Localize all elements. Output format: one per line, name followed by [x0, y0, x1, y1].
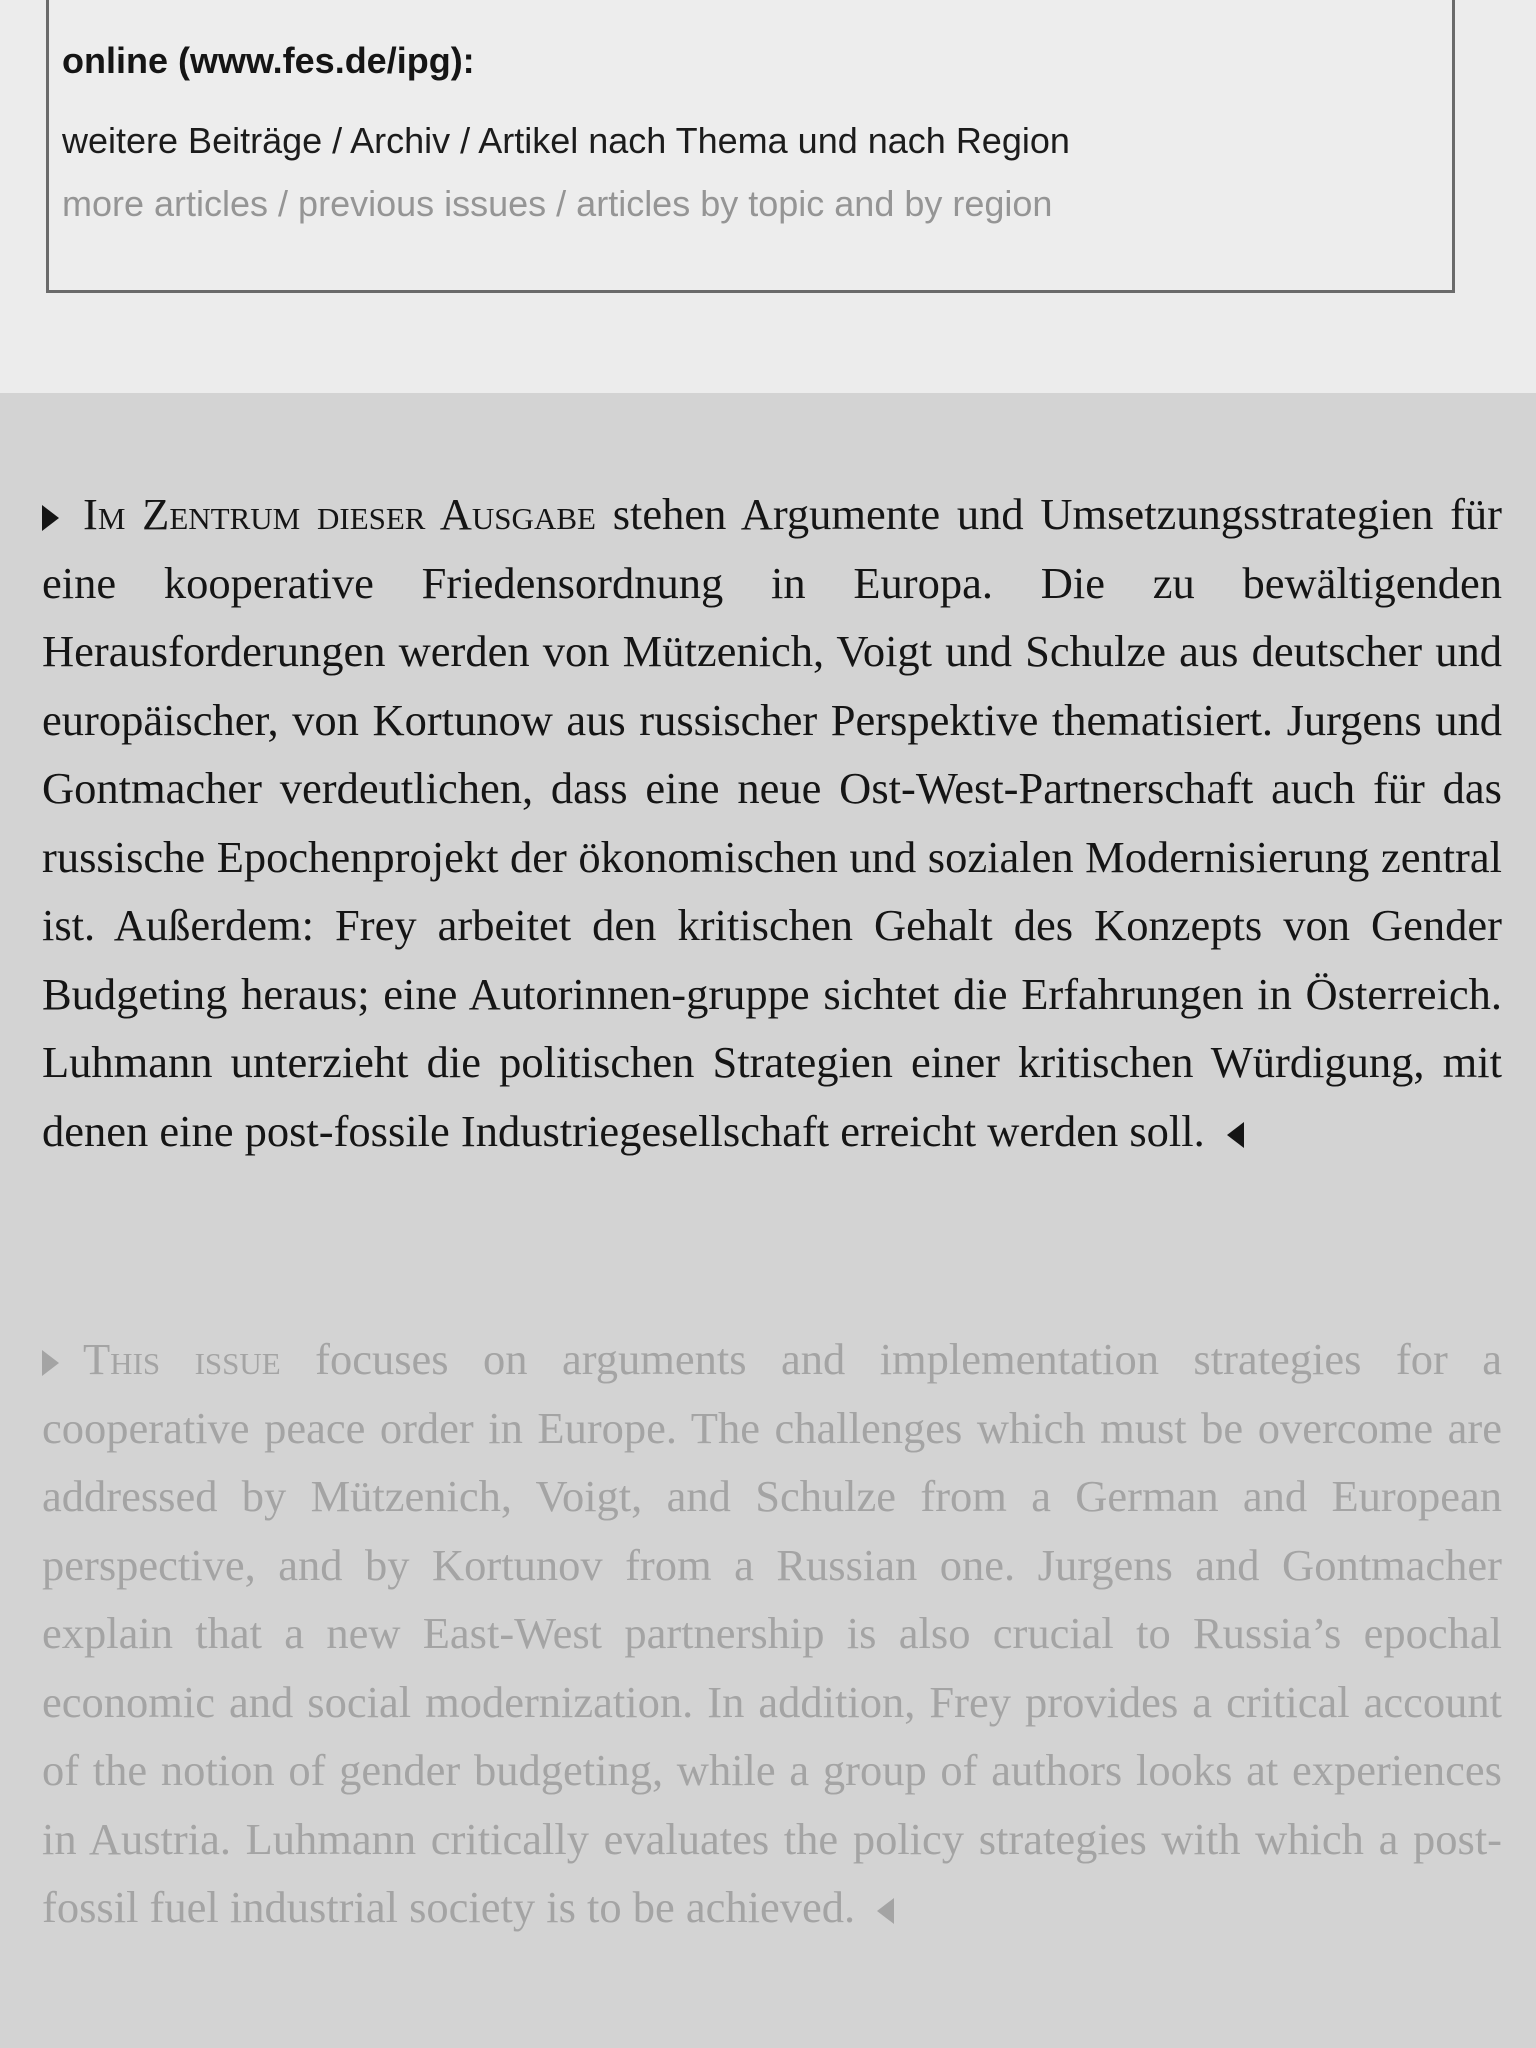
top-area: [0, 0, 1536, 393]
editorial-english-lead: This issue: [83, 1334, 281, 1384]
triangle-left-icon: [1227, 1122, 1244, 1148]
editorial-english-body: focuses on arguments and implementation strategies for a cooperative peace order in Europe. The challenges which must be overcome are addressed by Mützenich, Voigt, and Schulze from a German and European perspective, and by Kortunov from a Russian one. Jurgens and Gontmacher explain that a new East-West partnership is also crucial to Russia’s epochal economic and social modernization. In addition, Frey provides a critical account of the notion of gender budgeting, while a group of authors looks at experiences in Austria. Luhmann critically evaluates the policy strategies with which a post-fossil fuel industrial society is to be achieved.: [42, 1334, 1502, 1932]
editorial-german-lead: Im Zentrum dieser Ausgabe: [83, 489, 596, 539]
triangle-left-icon: [877, 1898, 894, 1924]
editorial-english: [42, 1325, 1502, 1942]
online-links-english[interactable]: more articles / previous issues / articles by topic and by region: [62, 183, 1053, 224]
online-links-german[interactable]: weitere Beiträge / Archiv / Artikel nach Thema und nach Region: [62, 120, 1070, 161]
triangle-right-icon: [42, 1350, 59, 1376]
triangle-right-icon: [42, 505, 59, 531]
online-heading[interactable]: online (www.fes.de/ipg):: [62, 40, 475, 81]
editorial-german-body: stehen Argumente und Umsetzungsstrategien für eine kooperative Friedensordnung in Europa. Die zu bewältigenden Herausforderungen werden von Mützenich, Voigt und Schulze aus deutscher und europäischer, von Kortunow aus russischer Perspektive thematisiert. Jurgens und Gontmacher verdeutlichen, dass eine neue Ost-West-Partnerschaft auch für das russische Epochenprojekt der ökonomischen und sozialen Modernisierung zentral ist. Außerdem: Frey arbeitet den kritischen Gehalt des Konzepts von Gender Budgeting heraus; eine Autorinnen-gruppe sichtet die Erfahrungen in Österreich. Luhmann unterzieht die politischen Strategien einer kritischen Würdigung, mit denen eine post-fossile Industriegesellschaft erreicht werden soll.: [42, 489, 1503, 1156]
editorial-german: [42, 480, 1502, 1165]
